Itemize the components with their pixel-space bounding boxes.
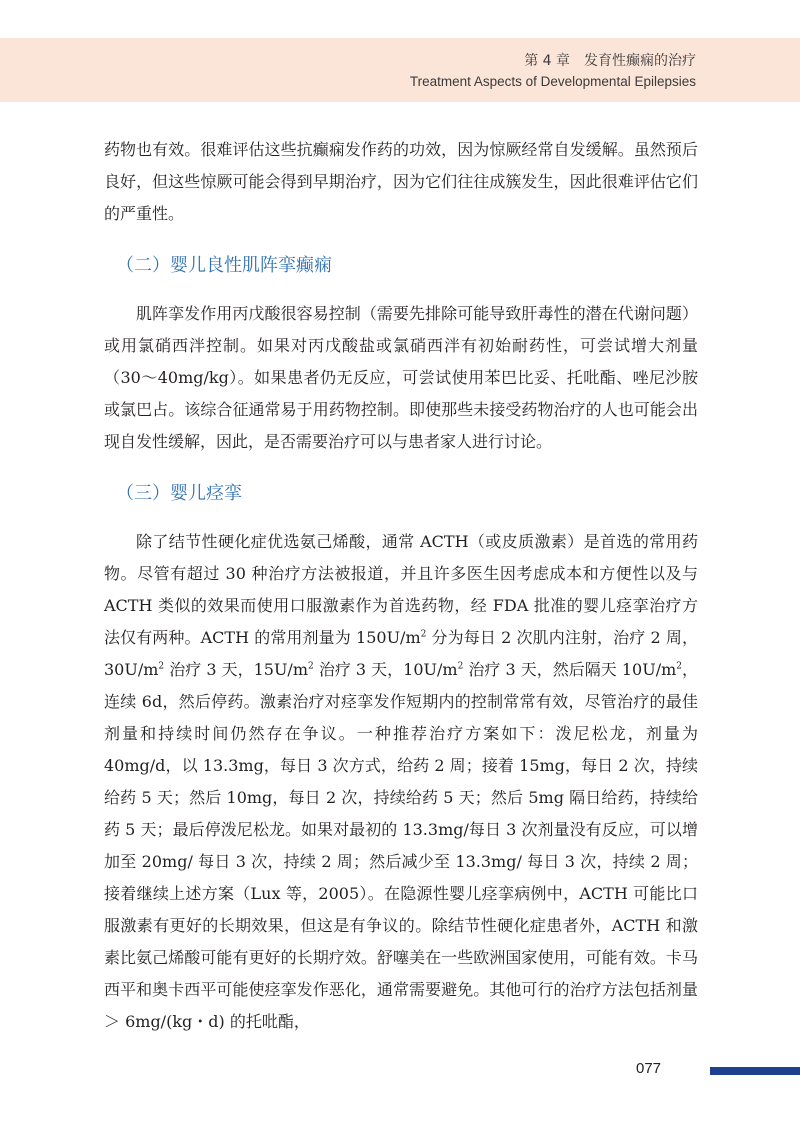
chapter-subtitle-en: Treatment Aspects of Developmental Epilepsies xyxy=(409,74,696,89)
superscript: 2 xyxy=(158,661,165,672)
page-number: 077 xyxy=(636,1060,662,1077)
superscript: 2 xyxy=(676,661,682,672)
text-run: 治疗 3 天，然后隔天 10U/m xyxy=(463,660,677,679)
section-heading-infantile-spasms: （三）婴儿痉挛 xyxy=(116,483,242,504)
section-heading-benign-myoclonic: （二）婴儿良性肌阵挛癫痫 xyxy=(116,255,332,276)
running-header xyxy=(0,38,800,102)
text-run: 分为每日 2 次肌内注射，治疗 2 周，30U/m xyxy=(104,628,698,679)
footer-accent-bar xyxy=(710,1067,800,1075)
text-run: 除了结节性硬化症优选氨己烯酸，通常 ACTH（或皮质激素）是首选的常用药物。尽管有超过 30 种治疗方法被报道，并且许多医生因考虑成本和方便性以及与 ACTH 类似的效果而使用口服激素作为首选药物，经 FDA 批准的婴儿痉挛治疗方法仅有两种。ACTH 的常用剂量为 150U/m xyxy=(104,532,698,647)
text-run: ，连续 6d，然后停药。激素治疗对痉挛发作短期内的控制常常有效，尽管治疗的最佳剂量和持续时间仍然存在争议。一种推荐治疗方案如下：泼尼松龙，剂量为 40mg/d，以 13.3mg，每日 3 次方式，给药 2 周；接着 15mg，每日 2 次，持续给药 5 天；然后 10mg，每日 2 次，持续给药 5 天；然后 5mg 隔日给药，持续给药 5 天；最后停泼尼松龙。如果对最初的 13.3mg/每日 3 次剂量没有反应，可以增加至 20mg/ 每日 3 次，持续 2 周；然后减少至 13.3mg/ 每日 3 次，持续 2 周；接着继续上述方案（Lux 等，2005）。在隐源性婴儿痉挛病例中，ACTH 可能比口服激素有更好的长期效果，但这是有争议的。除结节性硬化症患者外，ACTH 和激素比氨己烯酸可能有更好的长期疗效。舒噻美在一些欧洲国家使用，可能有效。卡马西平和奥卡西平可能使痉挛发作恶化，通常需要避免。其他可行的治疗方法包括剂量＞ 6mg/(kg・d) 的托吡酯， xyxy=(104,660,699,1031)
paragraph-infantile-spasms xyxy=(104,526,698,1038)
superscript: 2 xyxy=(420,629,427,640)
text-run: 治疗 3 天，15U/m xyxy=(164,660,308,679)
superscript: 2 xyxy=(308,661,314,672)
text-run: 治疗 3 天，10U/m xyxy=(313,660,458,679)
page-body xyxy=(104,134,698,1038)
superscript: 2 xyxy=(457,661,464,672)
chapter-title: 第 4 章 发育性癫痫的治疗 xyxy=(524,53,696,69)
intro-paragraph: 药物也有效。很难评估这些抗癫痫发作药的功效，因为惊厥经常自发缓解。虽然预后良好，但这些惊厥可能会得到早期治疗，因为它们往往成簇发生，因此很难评估它们的严重性。 xyxy=(104,140,698,223)
paragraph-benign-myoclonic: 肌阵挛发作用丙戊酸很容易控制（需要先排除可能导致肝毒性的潜在代谢问题）或用氯硝西泮控制。如果对丙戊酸盐或氯硝西泮有初始耐药性，可尝试增大剂量（30～40mg/kg）。如果患者仍无反应，可尝试使用苯巴比妥、托吡酯、唑尼沙胺或氯巴占。该综合征通常易于用药物控制。即使那些未接受药物治疗的人也可能会出现自发性缓解，因此，是否需要治疗可以与患者家人进行讨论。 xyxy=(104,304,698,451)
